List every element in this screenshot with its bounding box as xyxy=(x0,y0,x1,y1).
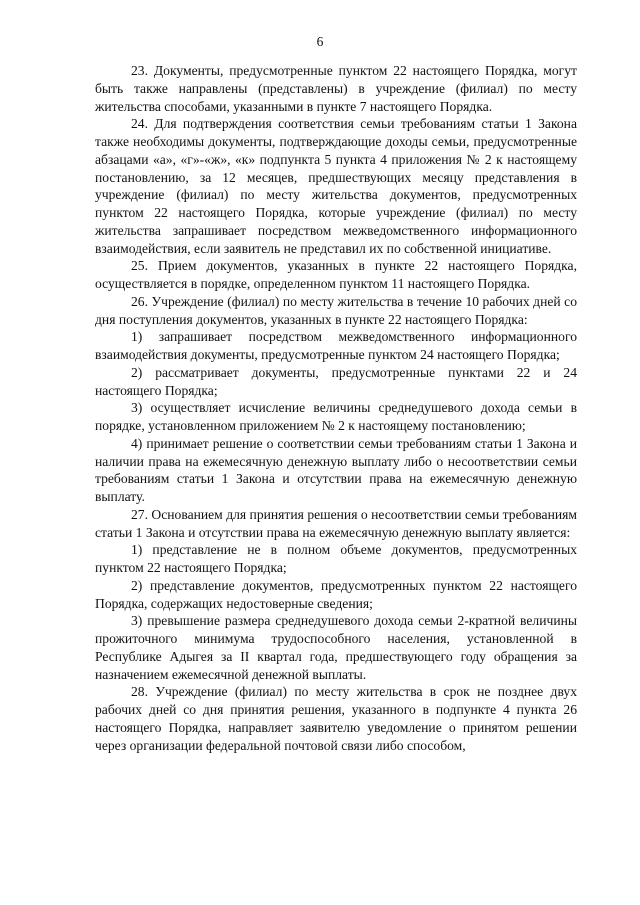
paragraph-26-item-4: 4) принимает решение о соответствии семьи требованиям статьи 1 Закона и наличии права на ежемесячную денежную выплату либо о несоответствии семьи требованиям статьи 1 Закона и отсутствии права на ежемесячную денежную выплату. xyxy=(95,435,577,504)
paragraph-27-item-1: 1) представление не в полном объеме документов, предусмотренных пунктом 22 настоящего Порядка; xyxy=(95,542,577,575)
paragraph-26-item-2: 2) рассматривает документы, предусмотренные пунктами 22 и 24 настоящего Порядка; xyxy=(95,364,577,398)
paragraph-25: 25. Прием документов, указанных в пункте 22 настоящего Порядка, осуществляется в порядке, определенном пунктом 11 настоящего Порядка. xyxy=(95,258,577,291)
document-body xyxy=(95,62,577,754)
paragraph-27-item-3: 3) превышение размера среднедушевого дохода семьи 2-кратной величины прожиточного минимума трудоспособного населения, установленной в Республике Адыгея за II квартал года, предшествующего году обращения за назначением ежемесячной денежной выплаты. xyxy=(95,613,577,682)
paragraph-27: 27. Основанием для принятия решения о несоответствии семьи требованиям статьи 1 Закона и отсутствии права на ежемесячную денежную выплату является: xyxy=(95,506,577,540)
paragraph-27-item-2: 2) представление документов, предусмотренных пунктом 22 настоящего Порядка, содержащих недостоверные сведения; xyxy=(95,577,577,611)
paragraph-26-item-3: 3) осуществляет исчисление величины среднедушевого дохода семьи в порядке, установленном приложением № 2 к настоящему постановлению; xyxy=(95,400,577,433)
paragraph-26-item-1: 1) запрашивает посредством межведомственного информационного взаимодействия документы, предусмотренные пунктом 24 настоящего Порядка; xyxy=(95,329,577,362)
paragraph-26: 26. Учреждение (филиал) по месту жительства в течение 10 рабочих дней со дня поступления документов, указанных в пункте 22 настоящего Порядка: xyxy=(95,293,577,327)
page-number: 6 xyxy=(316,34,324,49)
paragraph-28: 28. Учреждение (филиал) по месту жительства в срок не позднее двух рабочих дней со дня принятия решения, указанного в подпункте 4 пункта 26 настоящего Порядка, направляет заявителю уведомление о принятом решении через организации федеральной почтовой связи либо способом, xyxy=(95,684,577,753)
paragraph-24: 24. Для подтверждения соответствия семьи требованиям статьи 1 Закона также необходимы документы, подтверждающие доходы семьи, предусмотренные абзацами «а», «г»-«ж», «к» подпункта 5 пункта 4 приложения № 2 к настоящему постановлению, за 12 месяцев, предшествующих месяцу представления в учреждение (филиал) по месту жительства документов, предусмотренных пунктом 22 настоящего Порядка, которые учреждение (филиал) по месту жительства запрашивает посредством межведомственного информационного взаимодействия, если заявитель не представил их по собственной инициативе. xyxy=(95,116,577,256)
paragraph-23: 23. Документы, предусмотренные пунктом 22 настоящего Порядка, могут быть также направлены (представлены) в учреждение (филиал) по месту жительства способами, указанными в пункте 7 настоящего Порядка. xyxy=(95,63,577,114)
